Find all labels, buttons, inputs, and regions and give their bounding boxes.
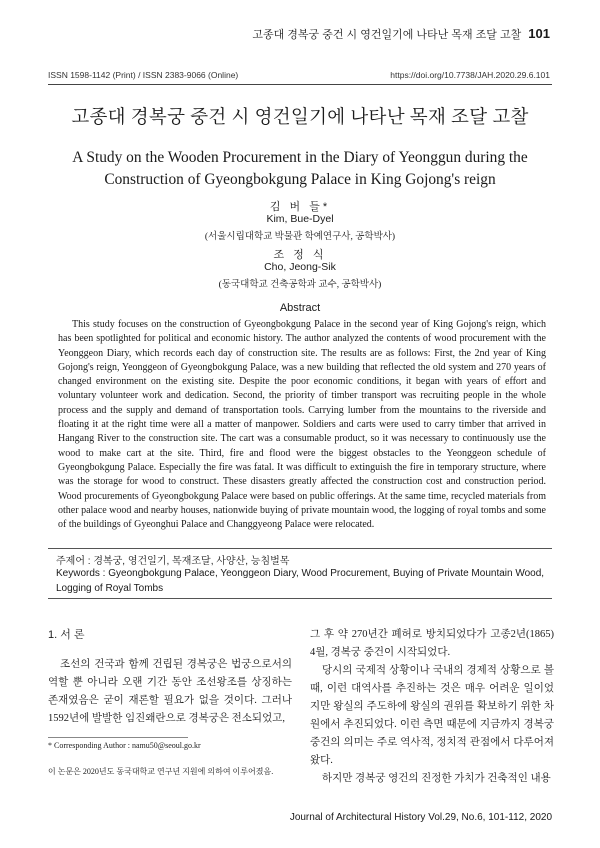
- abstract-heading: Abstract: [279, 302, 321, 314]
- author-2-name-korean: 조 정 식: [273, 249, 327, 261]
- keywords-top-rule: [48, 548, 552, 549]
- keywords-bottom-rule: [48, 598, 552, 599]
- running-title: 고종대 경복궁 중건 시 영건일기에 나타난 목재 조달 고찰: [252, 29, 522, 41]
- author-1-name-english: Kim, Bue-Dyel: [266, 213, 334, 225]
- issn-line: ISSN 1598-1142 (Print) / ISSN 2383-9066 (Online): [48, 70, 239, 80]
- body-paragraph: 당시의 국제적 상황이나 국내의 경제적 상황으로 볼 때, 이런 대역사를 추진하는 것은 매우 어려운 일이었지만 왕실의 주도하에 왕실의 권위를 확보하기 위한 차원에서 추진되었다. 이런 측면 때문에 지금까지 경복궁 중건의 의미는 주로 역사적, 정치적 관점에서 다루어져 왔다.: [310, 665, 554, 766]
- author-1-affiliation: (서울시립대학교 박물관 학예연구사, 공학박사): [204, 232, 396, 242]
- keywords-english: Keywords : Gyeongbokgung Palace, Yeonggeon Diary, Wood Procurement, Buying of Private Mountain Wood, Logging of Royal Tombs: [56, 568, 545, 594]
- body-paragraph-left: 조선의 건국과 함께 건립된 경복궁은 법궁으로서의 역할 뿐 아니라 오랜 기간 동안 조선왕조를 상징하는 존재였음은 굳이 재론할 필요가 없을 것이다. 그러나 1592년에 발발한 임진왜란으로 경복궁은 전소되었고,: [48, 659, 292, 724]
- body-column-right: [310, 626, 554, 788]
- header-divider: [48, 84, 552, 85]
- abstract-body: This study focuses on the construction of Gyeongbokgung Palace in the second year of King Gojong's reign, which has been spotlighted for political and economic history. The author analyzed the contents of wood procurement with the Yeonggeon Diary, which records each day of construction site. The results are as follows: First, the 2nd year of King Gojong's reign, Yeonggeon of Gyeongbokgung Palace, was a new building that reflected the old system and 270 years of changed environment on the existing site. Despite the poor economic conditions, it began with years of effort and voluntary volunteer work and dedication. Second, the priority of timber transport was recruiting people in the whole process and the supply and demand of transportation tools. Carrying lumber from the mountains to the riverside and floating it at the right time were all a matter of manpower. Soldiers and carts were used to carry timber that arrived in Hangang River to the construction site. The cart was a consumable product, so it was necessary to continuously use the wood to make cart at the site. Third, fire and flood were the biggest obstacles to the Yeonggeon schedule of Gyeongbokgung Palace. Especially the fire was fatal. It was difficult to extinguish the fire in temporary structure, where was the storage for wood to construct. These disasters greatly affected the construction cost and construction period. Wood procurements of Gyeongbokgung Palace were based on public offerings. At the same time, recycled materials from other palace wood and nearby houses, nationwide buying of private mountain wood, the logging of royal tombs and some of the buildings of Gyeonghui Palace and Changgyeong Palace were relocated.: [58, 319, 546, 531]
- keywords-korean: 주제어 : 경복궁, 영건일기, 목재조달, 사양산, 능침벌목: [56, 556, 290, 567]
- running-header: [252, 26, 550, 42]
- corresponding-author-footnote: * Corresponding Author : namu50@seoul.go.kr: [48, 741, 201, 750]
- footnote-divider: [48, 737, 188, 738]
- doi-link[interactable]: https://doi.org/10.7738/JAH.2020.29.6.101: [390, 70, 550, 80]
- title-english: A Study on the Wooden Procurement in the Diary of Yeonggun during the Construction of Gyeongbokgung Palace in King Gojong's reign: [72, 149, 528, 188]
- title-korean: 고종대 경복궁 중건 시 영건일기에 나타난 목재 조달 고찰: [71, 108, 529, 128]
- author-2-affiliation: (동국대학교 건축공학과 교수, 공학박사): [218, 280, 382, 290]
- page-number: 101: [528, 26, 550, 41]
- journal-footer: Journal of Architectural History Vol.29, No.6, 101-112, 2020: [289, 812, 552, 823]
- author-1-name-korean: 김 버 들*: [269, 201, 331, 213]
- author-2-name-english: Cho, Jeong-Sik: [264, 261, 336, 273]
- funding-note: 이 논문은 2020년도 동국대학교 연구년 지원에 의하여 이루어졌음.: [48, 767, 274, 776]
- section-heading-introduction: 1. 서 론: [48, 629, 85, 641]
- body-paragraph: 그 후 약 270년간 폐허로 방치되었다가 고종2년(1865) 4월, 경복궁 중건이 시작되었다.: [310, 629, 554, 658]
- body-paragraph: 하지만 경복궁 영건의 진정한 가치가 건축적인 내용: [322, 773, 551, 784]
